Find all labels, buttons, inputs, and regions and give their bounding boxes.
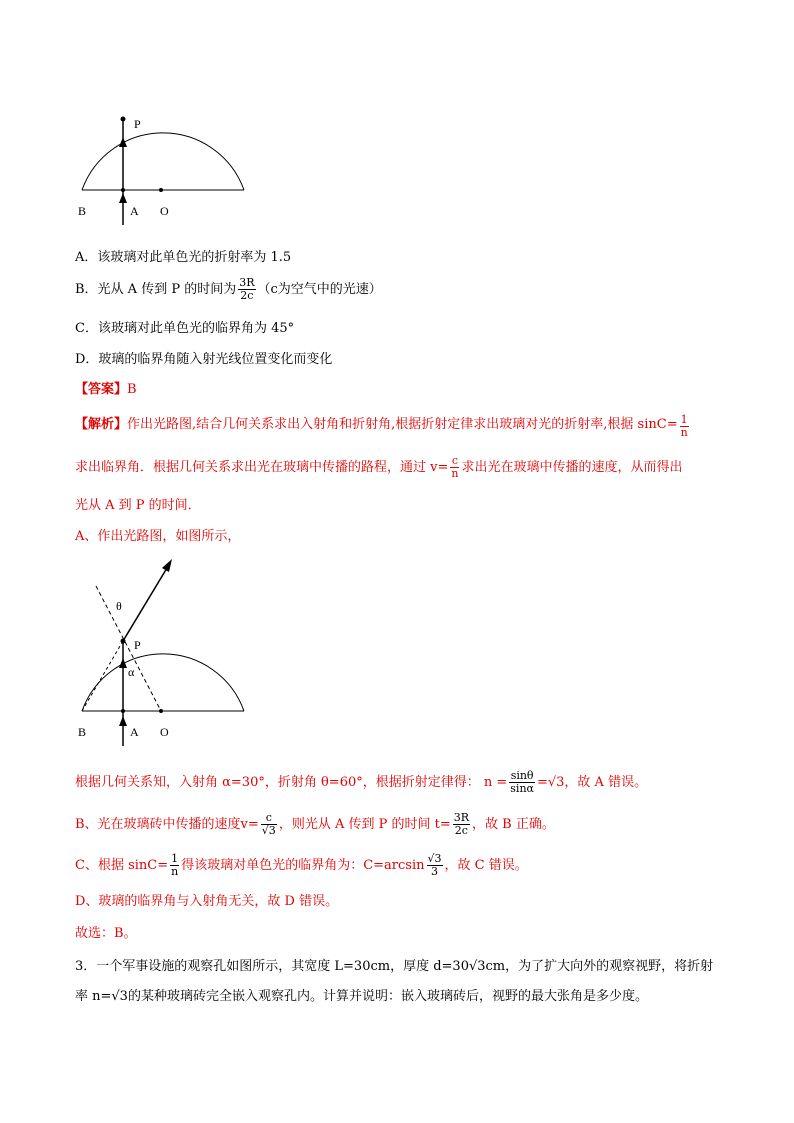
- solution-2-den: √3: [261, 824, 276, 837]
- fig2-theta: θ: [116, 599, 122, 613]
- fig1-label-p: P: [134, 117, 141, 131]
- solution-2-num: c: [261, 812, 277, 825]
- analysis-line-3: 光从 A 到 P 的时间．: [75, 498, 201, 513]
- solution-1-fraction: [509, 770, 535, 795]
- solution-line-5: 故选：B。: [75, 926, 137, 941]
- analysis-frac1-den: n: [680, 426, 688, 439]
- solution-2-num2: 3R: [453, 811, 470, 824]
- analysis-frac2-num: c: [451, 454, 458, 467]
- solution-1b: =√3，故 A 错误。: [536, 775, 648, 790]
- solution-1-num: sinθ: [510, 769, 534, 782]
- solution-3-num: 1: [171, 852, 179, 865]
- solution-3c: ，故 C 错误。: [444, 858, 528, 873]
- solution-1-den: sinα: [510, 782, 534, 795]
- solution-line-2: [75, 812, 555, 837]
- option-b-den: 2c: [240, 289, 254, 302]
- solution-3b: 得该玻璃对单色光的临界角为：C=arcsin: [181, 858, 425, 873]
- fig1-label-b: B: [78, 204, 87, 218]
- solution-line-4: D、玻璃的临界角与入射角无关，故 D 错误。: [75, 894, 339, 909]
- question-3-line-1: 3．一个军事设施的观察孔如图所示，其宽度 L=30cm，厚度 d=30√3cm，为了扩大向外的观察视野，将折射: [75, 959, 714, 974]
- option-b-num: 3R: [239, 276, 255, 289]
- option-b-fraction: [238, 277, 255, 302]
- analysis-fraction-2: [450, 455, 459, 480]
- answer-label: 【答案】: [75, 382, 128, 397]
- solution-2a: B、光在玻璃砖中传播的速度v=: [75, 817, 259, 832]
- analysis-text-2a: 求出临界角．根据几何关系求出光在玻璃中传播的路程，通过 v=: [75, 460, 449, 475]
- answer-value: B: [127, 382, 137, 397]
- fig1-label-o: O: [160, 204, 169, 218]
- option-c: C．该玻璃对此单色光的临界角为 45°: [75, 321, 295, 336]
- solution-3-den: n: [171, 865, 179, 878]
- analysis-fraction-1: [680, 414, 689, 439]
- analysis-text-1: 作出光路图,结合几何关系求出入射角和折射角,根据折射定律求出玻璃对光的折射率,根据 sinC=: [127, 417, 678, 432]
- figure-1-semicircle: [70, 95, 260, 230]
- solution-3-fraction-2: [427, 853, 443, 878]
- analysis-label: 【解析】: [75, 417, 128, 432]
- solution-2-fraction: [261, 812, 277, 837]
- solution-2-den2: 2c: [454, 824, 468, 837]
- option-b: [75, 277, 382, 302]
- option-d: D．玻璃的临界角随入射光线位置变化而变化: [75, 352, 333, 367]
- solution-line-3: [75, 853, 528, 878]
- solution-1a: 根据几何关系知，入射角 α=30°，折射角 θ=60°，根据折射定律得： n =: [75, 775, 508, 790]
- solution-3-fraction: [170, 853, 179, 878]
- fig2-label-p: P: [134, 638, 141, 652]
- analysis-frac2-den: n: [451, 467, 459, 480]
- fig2-alpha: α: [128, 665, 135, 679]
- analysis-line-1: [75, 414, 691, 439]
- analysis-line-2: [75, 455, 682, 480]
- analysis-text-2b: 求出光在玻璃中传播的速度，从而得出: [461, 460, 683, 475]
- option-b-suffix: （c为空气中的光速）: [257, 282, 382, 297]
- solution-3a: C、根据 sinC=: [75, 858, 169, 873]
- option-b-prefix: B．光从 A 传到 P 的时间为: [75, 282, 237, 297]
- fig2-label-o: O: [160, 725, 169, 739]
- solution-line-1: [75, 770, 647, 795]
- question-3-line-2: 率 n=√3的某种玻璃砖完全嵌入观察孔内。计算并说明：嵌入玻璃砖后，视野的最大张角是多少度。: [75, 989, 648, 1004]
- solution-2b: ，则光从 A 传到 P 的时间 t=: [278, 817, 451, 832]
- solution-2-fraction-2: [453, 812, 470, 837]
- answer-line: [75, 381, 137, 399]
- solution-3-num2: √3: [427, 852, 442, 865]
- solution-3-den2: 3: [431, 865, 439, 878]
- fig2-label-b: B: [78, 725, 87, 739]
- fig1-label-a: A: [130, 204, 139, 218]
- solution-2c: ，故 B 正确。: [472, 817, 555, 832]
- figure-2-light-path: [70, 556, 270, 756]
- analysis-line-4: A、作出光路图，如图所示，: [75, 529, 241, 544]
- analysis-frac1-num: 1: [680, 413, 688, 426]
- option-a: A．该玻璃对此单色光的折射率为 1.5: [75, 250, 292, 265]
- fig2-label-a: A: [130, 725, 139, 739]
